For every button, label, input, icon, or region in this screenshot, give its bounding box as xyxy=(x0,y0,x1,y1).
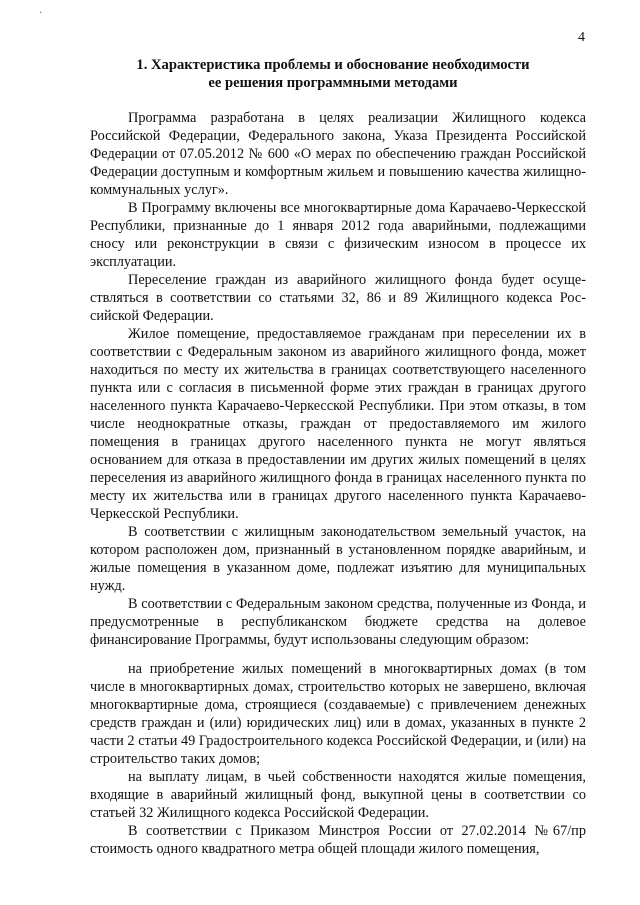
section-heading-line-2: ее решения программными методами xyxy=(208,75,458,91)
document-body xyxy=(90,109,586,858)
page-number: 4 xyxy=(578,30,585,45)
paragraph-minstroy-order: В соответствии с Приказом Минстроя России от 27.02.2014 №67/пр стоимость одного квадратного метра общей площади жилого помещения, xyxy=(90,823,586,857)
paragraph-land-seizure: В соответствии с жилищным законодательством земельный участок, на котором расположен дом, признанный в установленном порядке аварийным, и жилые помещения в указанном доме, подлежат изъятию для муниципальных нужд. xyxy=(90,524,586,594)
paragraph-redemption-payment: на выплату лицам, в чьей собственности находятся жилые помещения, входящие в аварийный жилищный фонд, выкупной цены в соответствии со статьей 32 Жилищного кодекса Российской Федерации. xyxy=(90,769,586,821)
paragraph-provided-housing: Жилое помещение, предоставляемое гражданам при переселении их в соответствии с Федеральным законом из аварийного жилищного фонда, может находиться по месту их жительства в границах соответствующего населенного пункта или с согласия в письменной форме этих граждан в границах другого населенного пункта Карачаево-Черкесской Республики. При этом отказы, в том числе неоднократные отказы, граждан от предоставляемого им жилого помещения в границах другого населенного пункта не могут являться основанием для отказа в предоставлении им других жилых помещений в целях переселения из аварийного жилищного фонда в границах населенного пункта по месту их жительства или в границах другого населенного пункта Карачаево-Черкесской Республики. xyxy=(90,326,586,522)
section-heading-line-1: 1. Характеристика проблемы и обоснование необходимости xyxy=(136,57,530,73)
paragraph-included-houses: В Программу включены все многоквартирные дома Карачаево-Черкесской Республики, признанные до 1 января 2012 года аварийными, подлежащими сносу или реконструкции в связи с физическим износом в процессе их эксплуатации. xyxy=(90,200,586,270)
paragraph-resettlement-articles: Переселение граждан из аварийного жилищного фонда будет осуществляться в соответствии со статьями 32, 86 и 89 Жилищного кодекса Российской Федерации. xyxy=(90,272,586,324)
paragraph-program-purpose: Программа разработана в целях реализации Жилищного кодекса Российской Федерации, Федерального закона, Указа Президента Российской Федерации от 07.05.2012 № 600 «О мерах по обеспечению граждан Российской Федерации доступным и комфортным жильем и повышению качества жилищно-коммунальных услуг». xyxy=(90,110,586,198)
corner-mark: · xyxy=(39,8,43,19)
paragraph-funding-usage: В соответствии с Федеральным законом средства, полученные из Фонда, и предусмотренные в республиканском бюджете средства на долевое финансирование Программы, будут использованы следующим образом: xyxy=(90,596,586,648)
paragraph-purchase-of-housing: на приобретение жилых помещений в многоквартирных домах (в том числе в многоквартирных домах, строительство которых не завершено, включая многоквартирные дома, строящиеся (создаваемые) с привлечением денежных средств граждан и (или) юридических лиц) или в домах, указанных в пункте 2 части 2 статьи 49 Градостроительного кодекса Российской Федерации, и (или) на строительство таких домов; xyxy=(90,661,586,767)
section-heading xyxy=(92,56,574,92)
